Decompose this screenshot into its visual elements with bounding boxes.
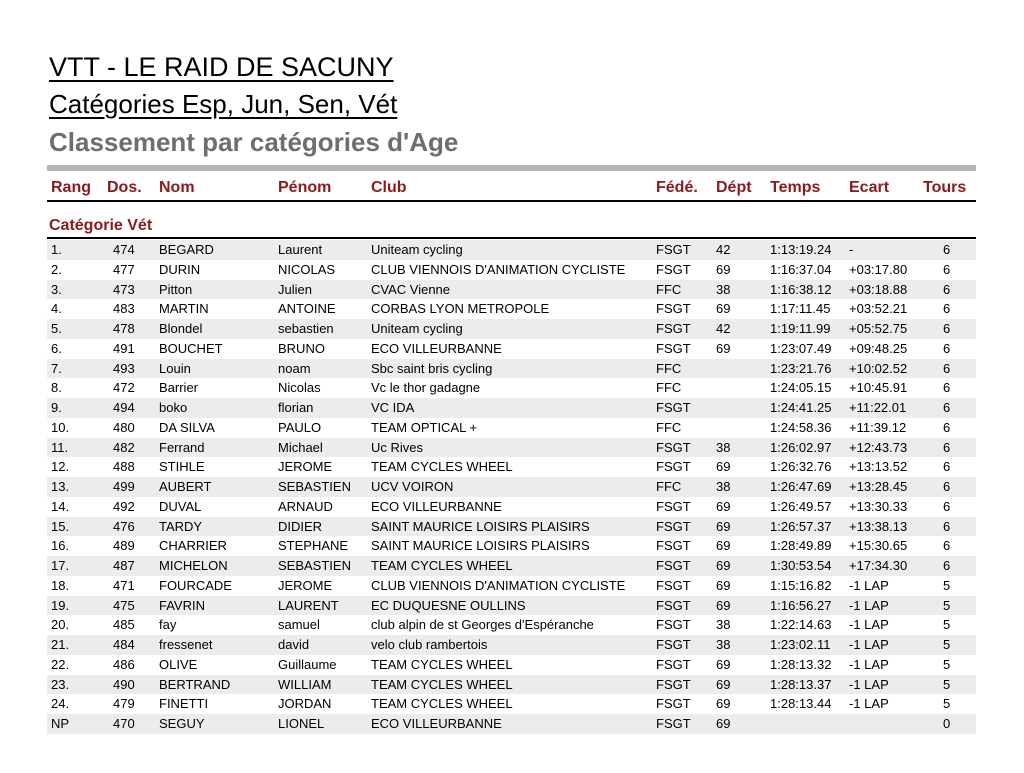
cell-dept: 42: [716, 321, 731, 336]
cell-rang: 9.: [51, 400, 62, 415]
cell-nom: TARDY: [159, 518, 203, 534]
cell-temps: 1:28:49.89: [770, 538, 832, 554]
cell-dept: 38: [716, 479, 731, 494]
header-nom: Nom: [159, 179, 195, 196]
cell-dept: 38: [716, 439, 731, 455]
table-row: [47, 359, 976, 379]
cell-temps: 1:30:53.54: [770, 558, 832, 573]
cell-ecart: +15:30.65: [849, 538, 908, 554]
cell-dos: 489: [113, 538, 135, 554]
cell-fede: FFC: [656, 281, 682, 297]
cell-dos: 499: [113, 479, 135, 494]
cell-prenom: LIONEL: [278, 716, 325, 731]
table-row: [47, 714, 976, 734]
cell-dos: 475: [113, 597, 135, 613]
table-row: [47, 615, 976, 635]
cell-rang: 19.: [51, 597, 70, 613]
table-row: [47, 299, 976, 319]
cell-temps: 1:28:13.44: [770, 696, 832, 712]
cell-ecart: -: [849, 242, 854, 257]
cell-club: CLUB VIENNOIS D'ANIMATION CYCLISTE: [371, 261, 626, 277]
cell-dept: 69: [716, 518, 731, 534]
cell-ecart: -1 LAP: [849, 617, 889, 633]
cell-dos: 474: [113, 242, 135, 257]
cell-prenom: florian: [278, 400, 314, 415]
cell-prenom: Julien: [278, 281, 312, 297]
cell-ecart: +03:52.21: [849, 301, 908, 317]
page-title: VTT - LE RAID DE SACUNY: [49, 52, 394, 82]
cell-temps: 1:23:07.49: [770, 340, 832, 356]
cell-tours: 6: [943, 360, 951, 376]
cell-prenom: Laurent: [278, 242, 323, 257]
cell-tours: 6: [943, 242, 951, 257]
header-dos: Dos.: [107, 179, 142, 196]
cell-dos: 485: [113, 617, 135, 633]
cell-nom: SEGUY: [159, 716, 205, 731]
cell-rang: 7.: [51, 360, 62, 376]
cell-tours: 5: [943, 637, 951, 652]
cell-fede: FSGT: [656, 242, 691, 257]
cell-fede: FFC: [656, 380, 682, 396]
cell-fede: FSGT: [656, 577, 691, 593]
cell-dos: 491: [113, 340, 135, 356]
table-row: [47, 517, 976, 537]
cell-temps: 1:26:47.69: [770, 479, 832, 494]
cell-tours: 6: [943, 321, 951, 336]
cell-temps: 1:24:41.25: [770, 400, 832, 415]
cell-dos: 487: [113, 558, 135, 573]
cell-fede: FSGT: [656, 558, 691, 573]
cell-dept: 69: [716, 597, 731, 613]
cell-rang: 17.: [51, 558, 70, 573]
cell-club: CVAC Vienne: [371, 281, 451, 297]
title-divider: [47, 165, 976, 171]
cell-prenom: ANTOINE: [278, 301, 336, 317]
cell-tours: 5: [943, 656, 951, 672]
header-rang: Rang: [51, 179, 91, 196]
cell-prenom: samuel: [278, 617, 320, 633]
cell-temps: 1:26:02.97: [770, 439, 832, 455]
cell-club: EC DUQUESNE OULLINS: [371, 597, 526, 613]
table-row: [47, 635, 976, 655]
cell-club: UCV VOIRON: [371, 479, 454, 494]
cell-nom: fressenet: [159, 637, 213, 652]
cell-dept: 69: [716, 577, 731, 593]
cell-temps: 1:15:16.82: [770, 577, 832, 593]
cell-club: TEAM CYCLES WHEEL: [371, 459, 513, 475]
cell-fede: FFC: [656, 419, 682, 435]
cell-fede: FSGT: [656, 459, 691, 475]
cell-dos: 478: [113, 321, 135, 336]
cell-ecart: +17:34.30: [849, 558, 908, 573]
header-ecart: Ecart: [849, 179, 890, 196]
cell-nom: DUVAL: [159, 498, 202, 514]
cell-tours: 0: [943, 716, 951, 731]
cell-rang: 20.: [51, 617, 70, 633]
cell-dos: 494: [113, 400, 135, 415]
table-row: [47, 576, 976, 596]
header-fede: Fédé.: [656, 179, 698, 196]
cell-fede: FSGT: [656, 261, 691, 277]
cell-club: TEAM OPTICAL +: [371, 419, 478, 435]
cell-nom: Barrier: [159, 380, 199, 396]
cell-dos: 490: [113, 676, 135, 692]
header-club: Club: [371, 179, 407, 196]
table-row: [47, 596, 976, 616]
cell-fede: FSGT: [656, 439, 691, 455]
cell-dos: 477: [113, 261, 135, 277]
cell-rang: 5.: [51, 321, 62, 336]
category-divider: [47, 237, 976, 239]
cell-club: ECO VILLEURBANNE: [371, 498, 502, 514]
cell-nom: Ferrand: [159, 439, 205, 455]
cell-dos: 476: [113, 518, 135, 534]
cell-dept: 69: [716, 301, 731, 317]
cell-ecart: +13:38.13: [849, 518, 908, 534]
cell-nom: fay: [159, 617, 177, 633]
table-row: [47, 694, 976, 714]
cell-fede: FSGT: [656, 696, 691, 712]
cell-nom: CHARRIER: [159, 538, 227, 554]
cell-ecart: -1 LAP: [849, 676, 889, 692]
cell-tours: 6: [943, 558, 951, 573]
cell-tours: 6: [943, 459, 951, 475]
cell-fede: FSGT: [656, 656, 691, 672]
cell-prenom: JEROME: [278, 459, 333, 475]
cell-tours: 5: [943, 696, 951, 712]
cell-dept: 69: [716, 261, 731, 277]
cell-rang: 8.: [51, 380, 62, 396]
table-row: [47, 339, 976, 359]
cell-ecart: -1 LAP: [849, 597, 889, 613]
cell-prenom: STEPHANE: [278, 538, 349, 554]
cell-ecart: +13:28.45: [849, 479, 908, 494]
cell-tours: 6: [943, 439, 951, 455]
cell-prenom: WILLIAM: [278, 676, 332, 692]
cell-dept: 69: [716, 656, 731, 672]
cell-club: SAINT MAURICE LOISIRS PLAISIRS: [371, 538, 590, 554]
cell-tours: 6: [943, 419, 951, 435]
cell-club: TEAM CYCLES WHEEL: [371, 656, 513, 672]
table-row: [47, 477, 976, 497]
results-table: [47, 240, 976, 734]
cell-nom: DA SILVA: [159, 419, 215, 435]
cell-tours: 6: [943, 518, 951, 534]
cell-rang: 3.: [51, 281, 62, 297]
table-row: [47, 260, 976, 280]
cell-rang: 6.: [51, 340, 62, 356]
table-row: [47, 655, 976, 675]
cell-dos: 470: [113, 716, 135, 731]
cell-dept: 69: [716, 538, 731, 554]
cell-nom: Blondel: [159, 321, 203, 336]
cell-tours: 6: [943, 281, 951, 297]
cell-nom: MICHELON: [159, 558, 228, 573]
cell-temps: 1:23:02.11: [770, 637, 831, 652]
cell-rang: 14.: [51, 498, 70, 514]
cell-rang: 24.: [51, 696, 70, 712]
header-temps: Temps: [770, 179, 821, 196]
cell-fede: FSGT: [656, 676, 691, 692]
table-row: [47, 675, 976, 695]
cell-club: VC IDA: [371, 400, 415, 415]
cell-nom: BERTRAND: [159, 676, 231, 692]
cell-nom: OLIVE: [159, 656, 198, 672]
cell-temps: 1:24:05.15: [770, 380, 832, 396]
cell-nom: Louin: [159, 360, 191, 376]
cell-rang: 23.: [51, 676, 70, 692]
cell-temps: 1:16:56.27: [770, 597, 832, 613]
cell-dept: 38: [716, 637, 731, 652]
cell-rang: 1.: [51, 242, 62, 257]
cell-ecart: +12:43.73: [849, 439, 908, 455]
category-title: Catégorie Vét: [49, 217, 153, 234]
cell-dos: 493: [113, 360, 135, 376]
cell-nom: FAVRIN: [159, 597, 205, 613]
table-row: [47, 418, 976, 438]
cell-nom: DURIN: [159, 261, 201, 277]
cell-temps: 1:13:19.24: [770, 242, 832, 257]
cell-tours: 6: [943, 479, 951, 494]
cell-tours: 6: [943, 301, 951, 317]
cell-rang: 4.: [51, 301, 62, 317]
cell-dept: 69: [716, 676, 731, 692]
cell-dept: 38: [716, 617, 731, 633]
cell-dept: 69: [716, 459, 731, 475]
cell-temps: 1:16:38.12: [770, 281, 832, 297]
cell-dos: 488: [113, 459, 135, 475]
cell-fede: FSGT: [656, 340, 691, 356]
cell-prenom: JEROME: [278, 577, 333, 593]
cell-temps: 1:24:58.36: [770, 419, 832, 435]
cell-dept: 69: [716, 498, 731, 514]
cell-temps: 1:22:14.63: [770, 617, 832, 633]
cell-fede: FSGT: [656, 498, 691, 514]
cell-temps: 1:26:32.76: [770, 459, 832, 475]
cell-club: SAINT MAURICE LOISIRS PLAISIRS: [371, 518, 590, 534]
cell-nom: FOURCADE: [159, 577, 232, 593]
cell-temps: 1:28:13.37: [770, 676, 832, 692]
cell-ecart: -1 LAP: [849, 656, 889, 672]
cell-club: ECO VILLEURBANNE: [371, 716, 502, 731]
cell-tours: 6: [943, 380, 951, 396]
cell-ecart: +10:02.52: [849, 360, 908, 376]
cell-fede: FSGT: [656, 597, 691, 613]
header-tours: Tours: [923, 179, 967, 196]
categories-subtitle: Catégories Esp, Jun, Sen, Vét: [49, 89, 398, 119]
cell-dos: 486: [113, 656, 135, 672]
cell-prenom: Michael: [278, 439, 323, 455]
cell-dos: 471: [113, 577, 135, 593]
cell-dos: 472: [113, 380, 135, 396]
table-header: [47, 176, 976, 202]
cell-prenom: DIDIER: [278, 518, 323, 534]
ranking-subtitle: Classement par catégories d'Age: [49, 127, 459, 157]
cell-club: club alpin de st Georges d'Espéranche: [371, 617, 594, 633]
cell-temps: 1:28:13.32: [770, 656, 832, 672]
cell-prenom: JORDAN: [278, 696, 332, 712]
cell-club: ECO VILLEURBANNE: [371, 340, 502, 356]
cell-tours: 6: [943, 400, 951, 415]
cell-dept: 69: [716, 340, 731, 356]
table-row: [47, 378, 976, 398]
cell-club: TEAM CYCLES WHEEL: [371, 558, 513, 573]
cell-ecart: +09:48.25: [849, 340, 908, 356]
cell-nom: BOUCHET: [159, 340, 223, 356]
cell-nom: Pitton: [159, 281, 193, 297]
cell-temps: 1:23:21.76: [770, 360, 832, 376]
cell-temps: 1:16:37.04: [770, 261, 832, 277]
cell-rang: 21.: [51, 637, 70, 652]
cell-ecart: +03:18.88: [849, 281, 908, 297]
table-row: [47, 438, 976, 458]
table-row: [47, 240, 976, 260]
cell-club: Uniteam cycling: [371, 321, 463, 336]
cell-prenom: LAURENT: [278, 597, 339, 613]
header-dept: Dépt: [716, 179, 752, 196]
cell-club: velo club rambertois: [371, 637, 488, 652]
cell-prenom: sebastien: [278, 321, 334, 336]
cell-prenom: NICOLAS: [278, 261, 336, 277]
cell-prenom: Guillaume: [278, 656, 337, 672]
table-row: [47, 319, 976, 339]
cell-dos: 473: [113, 281, 135, 297]
cell-prenom: ARNAUD: [278, 498, 333, 514]
cell-temps: 1:26:49.57: [770, 498, 832, 514]
cell-tours: 5: [943, 597, 951, 613]
table-row: [47, 497, 976, 517]
table-row: [47, 536, 976, 556]
cell-dos: 482: [113, 439, 135, 455]
cell-rang: 2.: [51, 261, 62, 277]
cell-rang: 16.: [51, 538, 70, 554]
cell-prenom: BRUNO: [278, 340, 325, 356]
cell-rang: 12.: [51, 459, 70, 475]
cell-fede: FSGT: [656, 321, 691, 336]
cell-nom: STIHLE: [159, 459, 205, 475]
cell-dos: 492: [113, 498, 135, 514]
cell-prenom: SEBASTIEN: [278, 558, 351, 573]
cell-temps: 1:17:11.45: [770, 301, 831, 317]
cell-nom: boko: [159, 400, 188, 415]
cell-ecart: +13:30.33: [849, 498, 908, 514]
cell-temps: 1:26:57.37: [770, 518, 832, 534]
cell-ecart: +13:13.52: [849, 459, 908, 475]
table-row: [47, 457, 976, 477]
cell-nom: AUBERT: [159, 479, 212, 494]
cell-fede: FSGT: [656, 716, 691, 731]
cell-fede: FFC: [656, 479, 682, 494]
cell-fede: FSGT: [656, 637, 691, 652]
cell-rang: 18.: [51, 577, 70, 593]
cell-club: Uniteam cycling: [371, 242, 463, 257]
cell-club: TEAM CYCLES WHEEL: [371, 696, 513, 712]
cell-fede: FSGT: [656, 400, 691, 415]
cell-rang: 11.: [51, 439, 69, 455]
cell-ecart: +11:39.12: [849, 419, 907, 435]
cell-ecart: +03:17.80: [849, 261, 908, 277]
cell-fede: FFC: [656, 360, 682, 376]
cell-dept: 69: [716, 558, 731, 573]
cell-prenom: noam: [278, 360, 311, 376]
cell-rang: 13.: [51, 479, 70, 494]
cell-prenom: david: [278, 637, 310, 652]
cell-tours: 5: [943, 617, 951, 633]
cell-ecart: +11:22.01: [849, 400, 907, 415]
cell-prenom: SEBASTIEN: [278, 479, 351, 494]
cell-club: Vc le thor gadagne: [371, 380, 481, 396]
cell-dept: 69: [716, 716, 731, 731]
cell-nom: BEGARD: [159, 242, 214, 257]
cell-rang: NP: [51, 716, 70, 731]
cell-nom: MARTIN: [159, 301, 209, 317]
cell-fede: FSGT: [656, 538, 691, 554]
cell-club: CORBAS LYON METROPOLE: [371, 301, 550, 317]
cell-dept: 42: [716, 242, 731, 257]
table-row: [47, 398, 976, 418]
cell-nom: FINETTI: [159, 696, 209, 712]
cell-club: Sbc saint bris cycling: [371, 360, 493, 376]
cell-rang: 22.: [51, 656, 70, 672]
cell-dos: 483: [113, 301, 135, 317]
cell-tours: 6: [943, 538, 951, 554]
cell-dept: 38: [716, 281, 731, 297]
table-row: [47, 280, 976, 300]
cell-ecart: +05:52.75: [849, 321, 908, 336]
cell-tours: 6: [943, 340, 951, 356]
cell-fede: FSGT: [656, 617, 691, 633]
cell-fede: FSGT: [656, 301, 691, 317]
cell-tours: 5: [943, 676, 951, 692]
cell-tours: 5: [943, 577, 951, 593]
cell-club: Uc Rives: [371, 439, 424, 455]
cell-temps: 1:19:11.99: [770, 321, 831, 336]
header-prenom: Pénom: [278, 179, 332, 196]
cell-rang: 10.: [51, 419, 70, 435]
table-row: [47, 556, 976, 576]
cell-prenom: PAULO: [278, 419, 322, 435]
cell-ecart: +10:45.91: [849, 380, 908, 396]
cell-dos: 484: [113, 637, 135, 652]
cell-rang: 15.: [51, 518, 70, 534]
cell-club: TEAM CYCLES WHEEL: [371, 676, 513, 692]
cell-tours: 6: [943, 261, 951, 277]
cell-dept: 69: [716, 696, 731, 712]
cell-dos: 479: [113, 696, 135, 712]
cell-fede: FSGT: [656, 518, 691, 534]
cell-ecart: -1 LAP: [849, 637, 889, 652]
cell-dos: 480: [113, 419, 135, 435]
cell-ecart: -1 LAP: [849, 696, 889, 712]
cell-prenom: Nicolas: [278, 380, 321, 396]
cell-club: CLUB VIENNOIS D'ANIMATION CYCLISTE: [371, 577, 626, 593]
cell-tours: 6: [943, 498, 951, 514]
cell-ecart: -1 LAP: [849, 577, 889, 593]
